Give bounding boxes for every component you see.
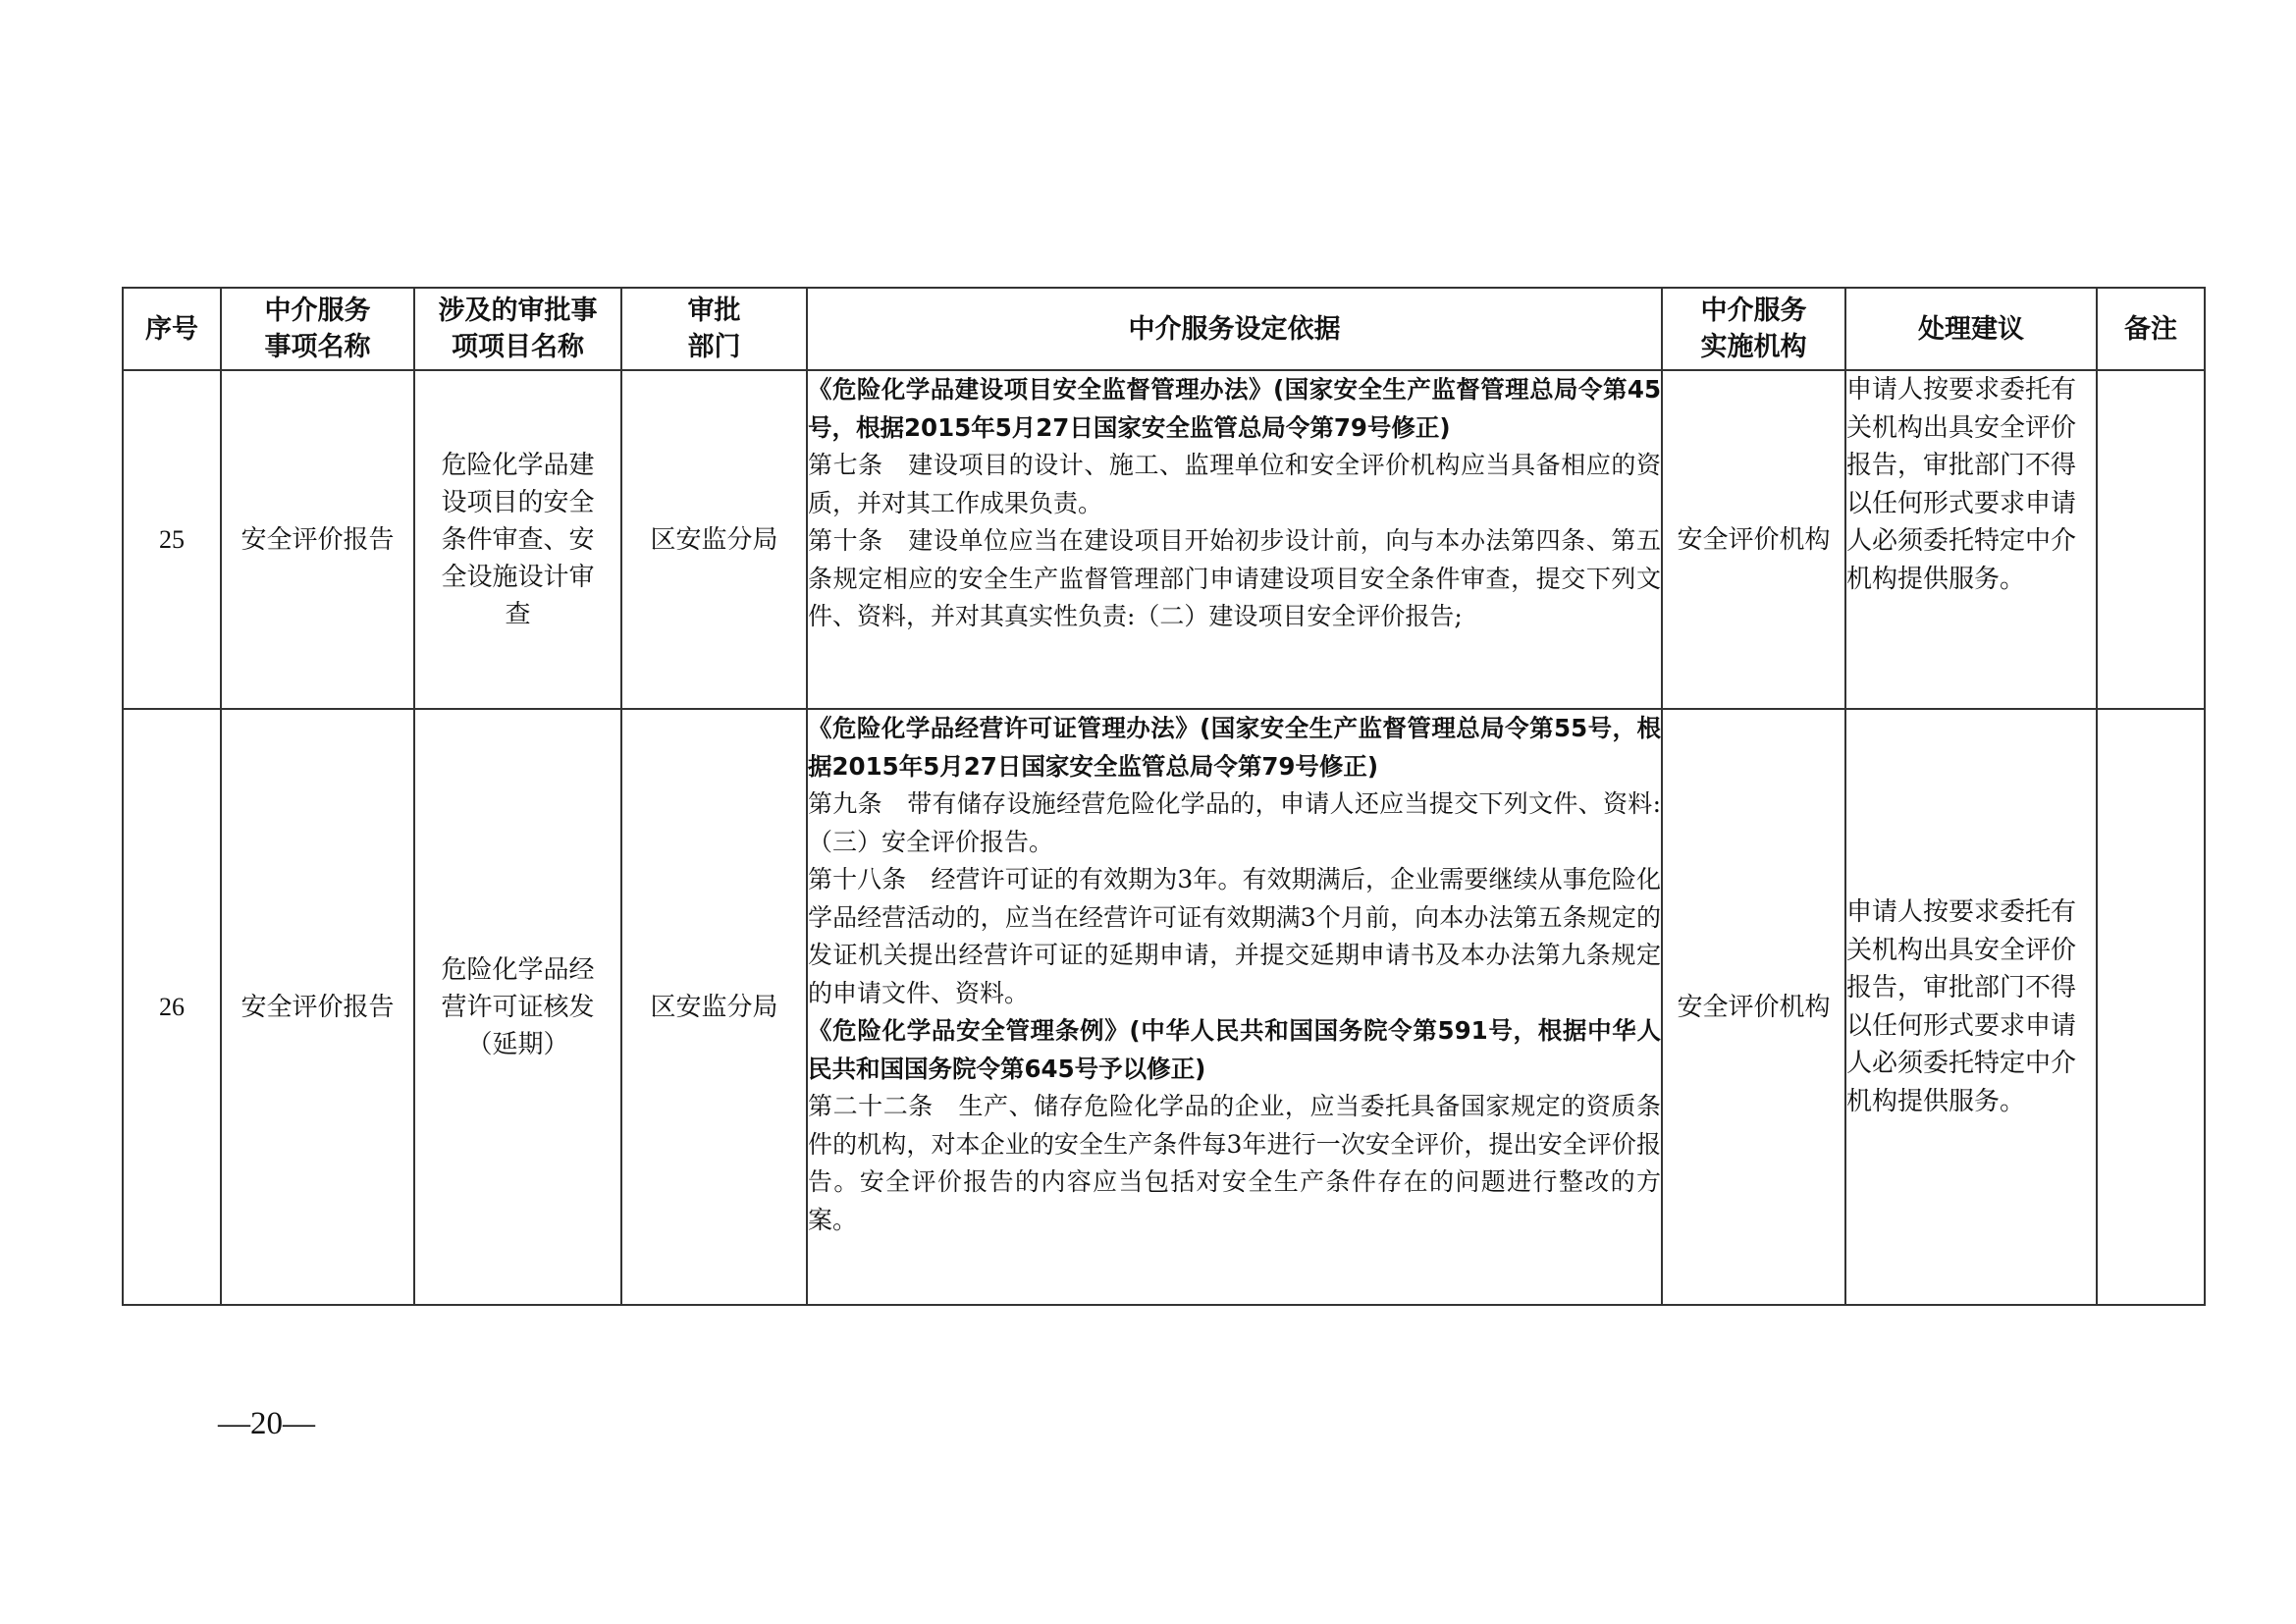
header-approval-item	[414, 288, 621, 370]
table-row	[123, 709, 2205, 1305]
basis-regulation-title: 《危险化学品经营许可证管理办法》(国家安全生产监督管理总局令第55号，根据2015年5月27日国家安全监管总局令第79号修正)	[808, 714, 1661, 781]
cell-service-name: 安全评价报告	[221, 370, 414, 709]
header-service-name	[221, 288, 414, 370]
cell-service-name: 安全评价报告	[221, 709, 414, 1305]
basis-article: 第十条 建设单位应当在建设项目开始初步设计前，向与本办法第四条、第五条规定相应的安全生产监督管理部门申请建设项目安全条件审查，提交下列文件、资料，并对其真实性负责:（二）建设项目安全评价报告;	[808, 526, 1661, 630]
cell-suggestion: 申请人按要求委托有关机构出具安全评价报告，审批部门不得以任何形式要求申请人必须委托特定中介机构提供服务。	[1845, 709, 2097, 1305]
cell-basis	[807, 709, 1662, 1305]
header-remark: 备注	[2097, 288, 2205, 370]
cell-dept: 区安监分局	[621, 709, 807, 1305]
intermediary-services-table	[122, 287, 2206, 1306]
basis-article: 第十八条 经营许可证的有效期为3年。有效期满后，企业需要继续从事危险化学品经营活动的，应当在经营许可证有效期满3个月前，向本办法第五条规定的发证机关提出经营许可证的延期申请，并提交延期申请书及本办法第九条规定的申请文件、资料。	[808, 865, 1661, 1007]
approval-item-text: 危险化学品经营许可证核发（延期）	[441, 954, 595, 1059]
header-basis: 中介服务设定依据	[807, 288, 1662, 370]
table-row	[123, 370, 2205, 709]
header-agency-text: 中介服务实施机构	[1700, 296, 1807, 362]
header-agency	[1662, 288, 1845, 370]
approval-item-text: 危险化学品建设项目的安全条件审查、安全设施设计审查	[441, 450, 595, 629]
header-dept-text: 审批部门	[687, 296, 741, 362]
cell-approval-item	[414, 709, 621, 1305]
cell-suggestion: 申请人按要求委托有关机构出具安全评价报告，审批部门不得以任何形式要求申请人必须委托特定中介机构提供服务。	[1845, 370, 2097, 709]
header-suggestion: 处理建议	[1845, 288, 2097, 370]
page-number: —20—	[218, 1406, 315, 1441]
header-dept	[621, 288, 807, 370]
cell-dept: 区安监分局	[621, 370, 807, 709]
basis-article: 第九条 带有储存设施经营危险化学品的，申请人还应当提交下列文件、资料:（三）安全评价报告。	[808, 789, 1661, 856]
header-service-name-text: 中介服务事项名称	[264, 296, 371, 362]
basis-regulation-title: 《危险化学品建设项目安全监督管理办法》(国家安全生产监督管理总局令第45号，根据2015年5月27日国家安全监管总局令第79号修正)	[808, 375, 1661, 442]
table-header-row	[123, 288, 2205, 370]
cell-remark	[2097, 709, 2205, 1305]
cell-seq: 25	[123, 370, 221, 709]
cell-agency: 安全评价机构	[1662, 370, 1845, 709]
cell-seq: 26	[123, 709, 221, 1305]
cell-remark	[2097, 370, 2205, 709]
basis-regulation-title: 《危险化学品安全管理条例》(中华人民共和国国务院令第591号，根据中华人民共和国国务院令第645号予以修正)	[808, 1016, 1661, 1083]
header-approval-item-text: 涉及的审批事项项目名称	[438, 296, 598, 362]
basis-article: 第七条 建设项目的设计、施工、监理单位和安全评价机构应当具备相应的资质，并对其工作成果负责。	[808, 451, 1661, 517]
cell-approval-item	[414, 370, 621, 709]
header-seq: 序号	[123, 288, 221, 370]
cell-agency: 安全评价机构	[1662, 709, 1845, 1305]
basis-article: 第二十二条 生产、储存危险化学品的企业，应当委托具备国家规定的资质条件的机构，对本企业的安全生产条件每3年进行一次安全评价，提出安全评价报告。安全评价报告的内容应当包括对安全生产条件存在的问题进行整改的方案。	[808, 1092, 1661, 1234]
cell-basis	[807, 370, 1662, 709]
